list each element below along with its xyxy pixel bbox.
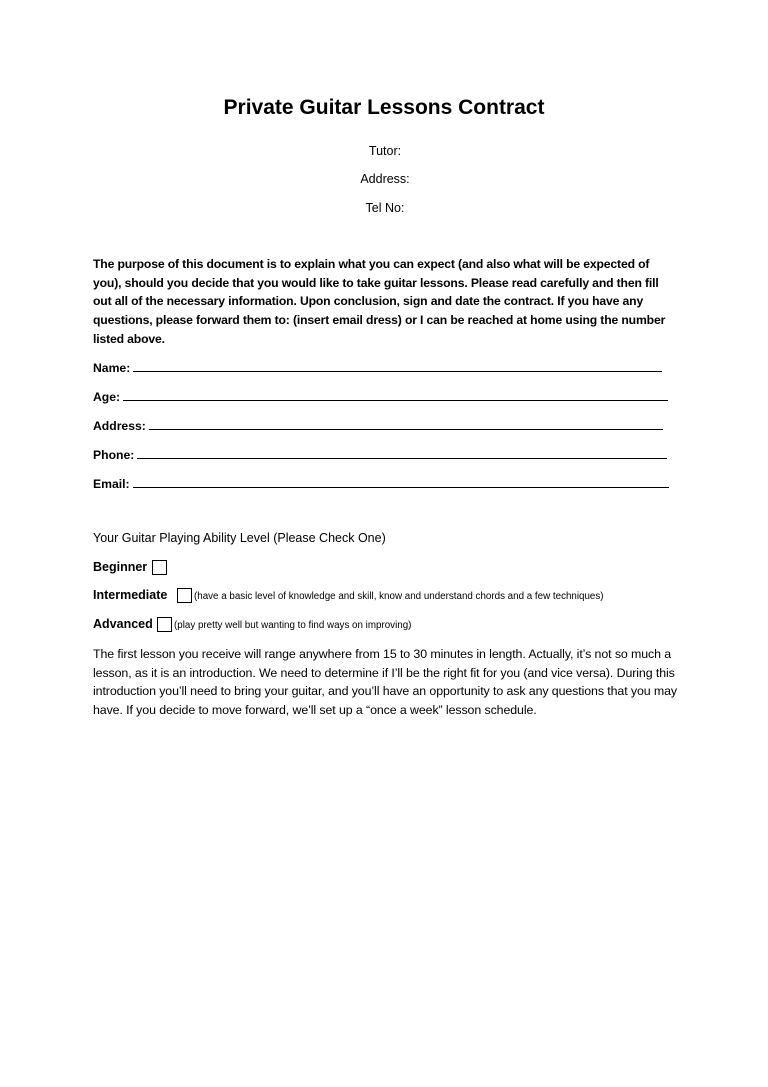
- age-field[interactable]: [93, 388, 668, 404]
- ability-heading: Your Guitar Playing Ability Level (Please Check One): [93, 531, 386, 545]
- email-field[interactable]: [93, 475, 669, 491]
- first-lesson-paragraph: The first lesson you receive will range anywhere from 15 to 30 minutes in length. Actually, it’s not so much a lesson, as it is an introduction. We need to determine if I’ll be the right fit for you (and vice versa). During this introduction you’ll need to bring your guitar, and you’ll have an opportunity to ask any questions that you may have. If you decide to move forward, we’ll set up a “once a week” lesson schedule.: [93, 647, 678, 717]
- advanced-label: Advanced: [93, 617, 153, 631]
- intermediate-checkbox[interactable]: [177, 588, 192, 603]
- intermediate-note: (have a basic level of knowledge and skill, know and understand chords and a few techniques): [194, 591, 604, 602]
- intro-paragraph: The purpose of this document is to explain what you can expect (and also what will be expected of you), should you decide that you would like to take guitar lessons. Please read carefully and then fill out all of the necessary information. Upon conclusion, sign and date the contract. If you have any questions, please forward them to: (insert email dress) or I can be reached at home using the number listed above.: [93, 257, 666, 346]
- address-label: Address:: [93, 419, 146, 433]
- beginner-label: Beginner: [93, 560, 148, 574]
- beginner-checkbox[interactable]: [152, 560, 167, 575]
- phone-input-line[interactable]: [137, 446, 667, 459]
- name-field[interactable]: [93, 359, 662, 375]
- email-input-line[interactable]: [133, 475, 669, 488]
- advanced-checkbox[interactable]: [157, 617, 172, 632]
- advanced-note: (play pretty well but wanting to find ways on improving): [174, 620, 412, 631]
- address-input-line[interactable]: [149, 417, 663, 430]
- email-label: Email:: [93, 477, 130, 491]
- age-label: Age:: [93, 390, 121, 404]
- age-input-line[interactable]: [123, 388, 668, 401]
- phone-label: Phone:: [93, 448, 135, 462]
- address-header-label: Address:: [360, 172, 410, 186]
- tutor-label: Tutor:: [368, 144, 402, 158]
- name-input-line[interactable]: [133, 359, 662, 372]
- intermediate-label: Intermediate: [93, 588, 168, 602]
- tel-label: Tel No:: [365, 201, 405, 215]
- address-field[interactable]: [93, 417, 663, 433]
- name-label: Name:: [93, 361, 131, 375]
- phone-field[interactable]: [93, 446, 667, 462]
- document-title: Private Guitar Lessons Contract: [223, 96, 545, 119]
